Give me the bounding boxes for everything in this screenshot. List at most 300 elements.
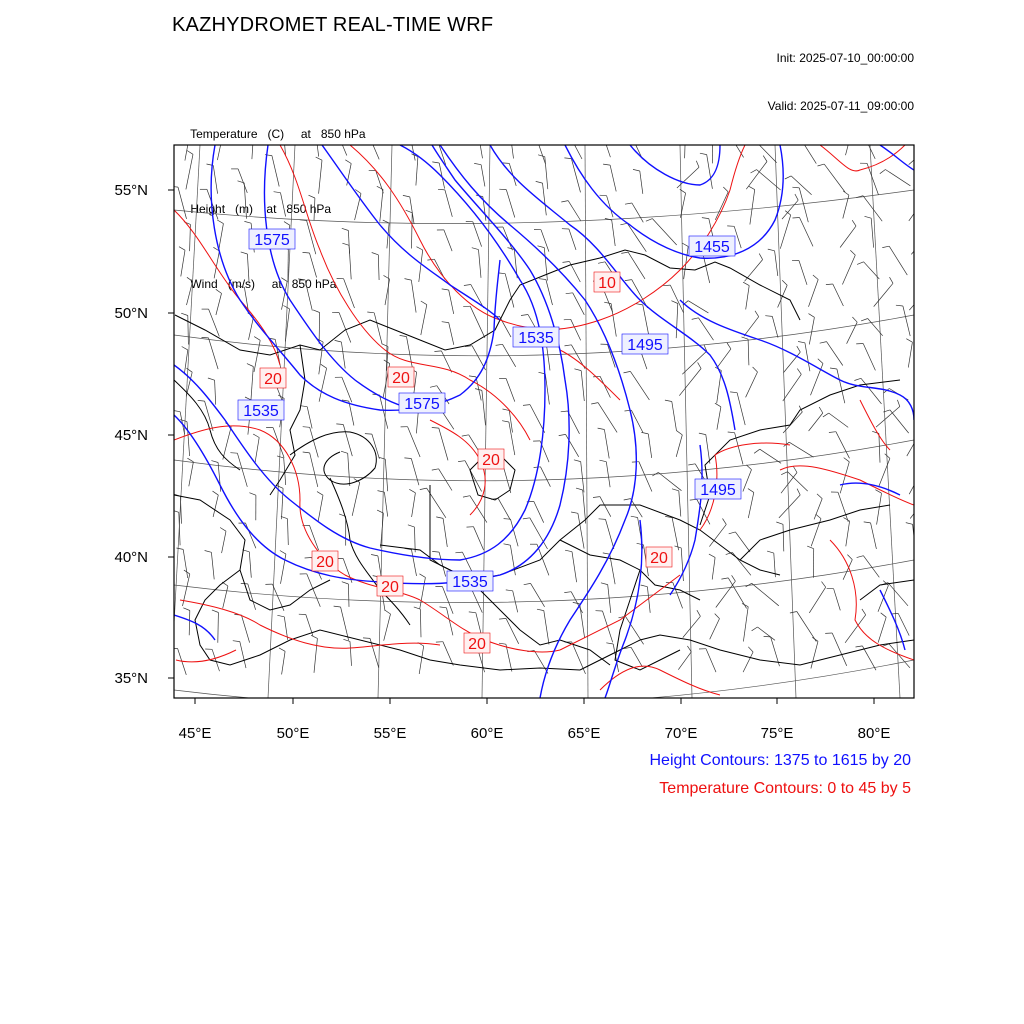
- height-contour-legend: Height Contours: 1375 to 1615 by 20: [649, 752, 911, 769]
- wind-barb-feather: [432, 551, 439, 552]
- wind-barb-feather: [281, 278, 287, 282]
- wind-barb: [706, 649, 716, 672]
- wind-barb: [482, 390, 486, 425]
- wind-barb-feather: [767, 551, 774, 553]
- wind-barb: [783, 412, 802, 433]
- wind-barb-feather: [818, 164, 825, 166]
- wind-barb-feather: [690, 499, 697, 500]
- wind-barb: [416, 157, 418, 186]
- wind-barb-feather: [925, 228, 928, 234]
- wind-barb-feather: [442, 289, 449, 290]
- wind-barb-feather: [797, 489, 800, 495]
- wind-barb: [779, 495, 800, 518]
- valid-time: Valid: 2025-07-11_09:00:00: [767, 99, 914, 113]
- wind-barb-feather: [641, 585, 648, 587]
- wind-barb: [415, 527, 416, 552]
- wind-barb: [878, 617, 886, 642]
- wind-barb-feather: [336, 424, 343, 425]
- wind-barb: [885, 170, 910, 186]
- wind-barb-feather: [563, 262, 570, 263]
- temperature-contour-label: [388, 367, 414, 387]
- wind-barb: [847, 322, 858, 344]
- wind-barb-feather: [534, 467, 541, 468]
- wind-barb-feather: [816, 514, 821, 519]
- wind-barb: [879, 434, 880, 463]
- wind-barb: [189, 462, 194, 487]
- wind-barb: [706, 435, 710, 464]
- wind-barb: [541, 230, 549, 252]
- wind-barb-feather: [311, 635, 317, 638]
- wind-barb-feather: [365, 434, 372, 435]
- wind-barb-feather: [625, 203, 632, 204]
- svg-text:1455: 1455: [694, 239, 730, 256]
- wind-barb: [310, 427, 319, 457]
- wind-barb-feather: [523, 518, 530, 519]
- wind-barb-feather: [279, 648, 285, 651]
- wind-barb-feather: [576, 488, 583, 490]
- wind-barb: [427, 488, 446, 518]
- wind-barb: [679, 369, 701, 396]
- wind-barb: [809, 280, 819, 307]
- wind-barb-feather: [216, 289, 222, 293]
- wind-barb: [717, 407, 721, 430]
- wind-barb-feather: [241, 252, 248, 254]
- wind-barb: [871, 218, 873, 247]
- wind-barb-feather: [847, 125, 853, 129]
- wind-barb-feather: [404, 458, 411, 459]
- wind-barb: [843, 560, 852, 580]
- wind-barb: [743, 652, 753, 672]
- wind-barb-feather: [682, 243, 688, 246]
- wind-barb-feather: [765, 316, 772, 317]
- wind-barb-feather: [238, 286, 245, 287]
- wind-barb: [672, 518, 679, 551]
- lon-label: 50°E: [276, 725, 310, 742]
- wind-barb-feather: [755, 311, 759, 317]
- wind-barb-feather: [698, 362, 702, 368]
- wind-barb: [534, 651, 548, 674]
- wind-barb-feather: [371, 555, 378, 556]
- wind-barb: [876, 407, 900, 428]
- wind-barb: [750, 190, 755, 225]
- wind-barb: [188, 316, 189, 345]
- lon-label: 60°E: [470, 725, 504, 742]
- wind-barb: [439, 552, 446, 576]
- wind-barb-feather: [283, 306, 289, 309]
- wind-barb-feather: [538, 155, 545, 157]
- wind-barb-feather: [244, 221, 251, 223]
- wind-barb: [378, 255, 379, 280]
- wind-barb: [348, 453, 350, 486]
- wind-barb: [318, 495, 323, 521]
- svg-text:20: 20: [264, 371, 282, 388]
- wind-barb: [581, 462, 584, 493]
- wind-barb: [419, 250, 423, 282]
- wind-barb: [376, 171, 384, 194]
- wind-barb: [707, 155, 713, 189]
- wind-barb-feather: [896, 305, 903, 306]
- wind-barb-feather: [917, 466, 922, 471]
- wind-barb-feather: [300, 406, 307, 407]
- wind-barb-feather: [600, 460, 607, 462]
- svg-text:20: 20: [381, 579, 399, 596]
- wind-barb-feather: [537, 609, 544, 610]
- wind-barb-feather: [559, 434, 566, 435]
- wind-barb-feather: [665, 400, 672, 401]
- height-contour-label: [399, 393, 445, 413]
- wind-barb-feather: [646, 219, 653, 222]
- height-contour-label: [249, 229, 295, 249]
- wind-barb-feather: [462, 435, 469, 436]
- wind-barb-feather: [564, 319, 571, 320]
- wind-barb-feather: [277, 486, 283, 489]
- svg-text:1575: 1575: [404, 396, 440, 413]
- wind-barb-feather: [882, 246, 889, 247]
- wind-barb-feather: [254, 337, 260, 341]
- wind-barb: [503, 227, 512, 250]
- wind-barb: [481, 165, 485, 187]
- wind-barb: [874, 283, 893, 306]
- wind-barb: [247, 254, 249, 283]
- wind-barb: [631, 647, 642, 667]
- wind-barb-feather: [715, 614, 720, 619]
- wind-barb: [506, 379, 515, 402]
- wind-barb: [513, 591, 518, 613]
- wind-barb-feather: [798, 342, 805, 343]
- wind-barb: [314, 638, 317, 672]
- wind-barb: [909, 195, 928, 221]
- wind-barb-feather: [341, 451, 348, 453]
- wind-barb-feather: [405, 279, 412, 281]
- wind-barb: [627, 223, 646, 251]
- wind-barb-feather: [277, 129, 284, 131]
- wind-barb: [571, 159, 580, 193]
- wind-barb-feather: [603, 164, 610, 165]
- wind-barb-feather: [363, 638, 370, 639]
- wind-barb-feather: [455, 552, 462, 553]
- wind-barb-feather: [748, 647, 753, 652]
- wind-barb-feather: [621, 252, 628, 253]
- wind-barb: [445, 190, 452, 217]
- wind-barb-feather: [180, 420, 187, 422]
- wind-barb: [789, 442, 813, 457]
- wind-barb: [606, 462, 610, 488]
- country-borders: [174, 250, 914, 670]
- wind-barb-feather: [624, 499, 631, 500]
- wind-barb-feather: [601, 583, 608, 585]
- wind-barb-feather: [247, 364, 253, 367]
- svg-text:1535: 1535: [452, 574, 488, 591]
- wind-barb: [569, 229, 576, 250]
- wind-barb: [809, 587, 825, 613]
- wind-barb-feather: [776, 522, 783, 524]
- wind-barb-feather: [372, 253, 379, 255]
- wind-barb-feather: [730, 392, 737, 393]
- wind-barb-feather: [440, 607, 447, 608]
- wind-barb: [420, 577, 426, 609]
- wind-barb: [752, 583, 779, 606]
- wind-barb-feather: [807, 546, 814, 549]
- wind-barb: [534, 501, 544, 522]
- wind-barb: [827, 342, 843, 366]
- wind-barb-feather: [732, 575, 736, 581]
- wind-barb: [889, 246, 907, 275]
- wind-barb-feather: [305, 558, 312, 559]
- wind-barb-feather: [724, 137, 731, 138]
- wind-barb: [252, 126, 254, 159]
- wind-barb-feather: [277, 615, 284, 617]
- wind-barb: [384, 614, 391, 641]
- wind-barb-feather: [464, 285, 471, 286]
- wind-barb-feather: [743, 282, 749, 285]
- wind-barb-feather: [184, 132, 190, 136]
- wind-barb: [800, 218, 814, 247]
- wind-barb: [788, 472, 808, 491]
- wind-barb-feather: [298, 279, 305, 280]
- wind-barb-feather: [861, 319, 868, 321]
- wind-barb: [631, 499, 643, 518]
- wind-barb: [255, 438, 259, 463]
- wind-barb-feather: [751, 170, 757, 173]
- wind-barb: [282, 651, 286, 674]
- wind-barb-feather: [565, 345, 572, 346]
- wind-barb-feather: [822, 582, 826, 588]
- wind-barb: [878, 585, 888, 611]
- wind-barb-feather: [633, 169, 640, 171]
- wind-barb: [683, 616, 701, 637]
- wind-barb-feather: [176, 548, 183, 549]
- wind-barb-feather: [636, 304, 643, 305]
- wind-barb: [648, 434, 651, 458]
- lon-label: 70°E: [664, 725, 698, 742]
- wind-barb-feather: [566, 293, 573, 294]
- wind-barb: [783, 524, 784, 551]
- wind-barb-feather: [502, 163, 509, 164]
- temperature-contour-label: [646, 547, 672, 567]
- height-contour-label: [513, 327, 559, 347]
- wind-barb: [888, 583, 908, 606]
- wind-barb: [412, 493, 416, 517]
- wind-barb: [833, 284, 844, 306]
- wind-barb-feather: [598, 262, 605, 264]
- wind-barb: [583, 490, 586, 524]
- wind-barb: [215, 380, 216, 404]
- wind-barb-feather: [432, 469, 439, 470]
- wind-barb: [846, 521, 850, 546]
- wind-barb-feather: [752, 627, 758, 631]
- wind-barb-feather: [926, 281, 929, 287]
- wind-barb-feather: [308, 126, 315, 128]
- height-contour-label: [695, 479, 741, 499]
- wind-barb-feather: [829, 432, 836, 433]
- wind-barb-feather: [820, 342, 827, 344]
- wind-barb: [863, 344, 875, 371]
- wind-barb-feather: [591, 403, 598, 404]
- wind-barb: [606, 519, 614, 549]
- wind-barb: [223, 586, 228, 608]
- wind-barb: [915, 554, 938, 576]
- wind-barb-feather: [502, 122, 509, 124]
- wind-barb: [580, 604, 585, 638]
- wind-barb: [439, 428, 448, 460]
- wind-barb-feather: [606, 643, 613, 644]
- lat-label: 40°N: [114, 549, 148, 566]
- wind-barb: [412, 550, 417, 576]
- wind-barb: [281, 193, 286, 217]
- wind-barb-feather: [709, 554, 715, 557]
- wind-barb: [811, 641, 818, 668]
- wind-barb-feather: [274, 192, 281, 193]
- wind-barb-feather: [474, 163, 481, 164]
- wind-barb-feather: [702, 218, 709, 219]
- wind-barb: [737, 393, 745, 425]
- wind-barb: [385, 459, 387, 491]
- wind-barb: [213, 495, 218, 517]
- wind-barb: [333, 123, 347, 156]
- wind-barb: [222, 531, 226, 553]
- wind-barb-feather: [219, 123, 225, 127]
- wind-barb-feather: [729, 532, 736, 534]
- wind-barb-feather: [406, 210, 413, 213]
- wind-barb-feather: [843, 191, 849, 195]
- wind-barb-feather: [342, 228, 349, 230]
- wind-barb-feather: [498, 273, 505, 274]
- lon-label: 55°E: [373, 725, 407, 742]
- wind-barb: [314, 198, 315, 220]
- wind-barb-feather: [172, 510, 179, 512]
- wind-barb: [829, 413, 848, 427]
- temperature-contour-label: [377, 576, 403, 596]
- wind-barb: [672, 402, 677, 431]
- wind-barb: [907, 436, 918, 456]
- wind-barb: [185, 136, 190, 161]
- wind-barb: [310, 453, 318, 487]
- wind-barb: [643, 305, 649, 335]
- wind-barb: [407, 337, 413, 368]
- wind-barb: [216, 293, 222, 315]
- height-contour-label: [238, 400, 284, 420]
- wind-barb-feather: [434, 351, 441, 352]
- wind-barb-feather: [671, 301, 677, 304]
- wind-barb: [470, 306, 485, 338]
- wind-barb: [781, 473, 797, 494]
- wind-barb: [640, 171, 643, 194]
- wind-barb-feather: [574, 460, 581, 462]
- wind-barb: [805, 343, 810, 371]
- wind-barb-feather: [400, 335, 407, 336]
- wind-barb-feather: [561, 132, 568, 133]
- wind-barb-feather: [187, 151, 193, 155]
- wind-barb-feather: [721, 578, 728, 579]
- wind-barb-feather: [345, 160, 351, 164]
- wind-barb: [834, 589, 841, 611]
- wind-barb: [181, 250, 185, 276]
- wind-barb-feather: [830, 368, 837, 369]
- init-time: Init: 2025-07-10_00:00:00: [776, 51, 914, 65]
- wind-barb-feather: [700, 153, 707, 154]
- wind-barb-feather: [847, 555, 852, 560]
- wind-barb: [673, 583, 683, 609]
- wind-barb: [909, 287, 929, 310]
- wind-barb: [219, 224, 224, 251]
- wind-barb-feather: [469, 612, 476, 613]
- wind-barb: [223, 427, 231, 460]
- wind-barb: [530, 405, 545, 433]
- wind-barb: [600, 376, 610, 397]
- wind-barb-feather: [343, 639, 350, 641]
- wind-barb: [608, 585, 611, 613]
- lon-label: 45°E: [178, 725, 212, 742]
- wind-barb-feather: [754, 449, 760, 453]
- wind-barb-feather: [812, 637, 818, 641]
- wind-barb-feather: [303, 427, 310, 428]
- wind-barb-feather: [785, 176, 791, 179]
- wind-barb: [384, 492, 387, 516]
- wind-barb: [474, 527, 484, 550]
- lon-label: 65°E: [567, 725, 601, 742]
- wind-barb-feather: [385, 610, 391, 614]
- wind-barb-feather: [309, 195, 315, 198]
- wind-barb-feather: [403, 195, 410, 197]
- wind-barb: [315, 128, 319, 157]
- wind-barb: [846, 129, 853, 155]
- wind-barb: [339, 313, 351, 343]
- wind-barb: [189, 611, 190, 636]
- wind-barb: [420, 609, 421, 637]
- wind-barb: [444, 230, 452, 251]
- wind-barb: [758, 627, 776, 640]
- wind-barb: [288, 519, 289, 545]
- wind-barb-feather: [419, 574, 425, 578]
- wind-barb: [571, 319, 581, 340]
- wind-barb: [218, 463, 221, 492]
- wind-barb: [412, 213, 413, 249]
- wind-barb: [743, 470, 752, 492]
- height-contour-label: [622, 334, 668, 354]
- svg-text:20: 20: [650, 550, 668, 567]
- wind-barb-feather: [538, 246, 545, 248]
- wind-barb: [537, 140, 545, 164]
- wind-barb-feather: [521, 315, 528, 316]
- wind-barb: [670, 285, 683, 312]
- wind-barb-feather: [844, 458, 850, 462]
- wind-barb: [728, 578, 746, 609]
- wind-barb: [307, 574, 321, 607]
- wind-barb-feather: [303, 252, 310, 253]
- wind-barb: [449, 323, 454, 345]
- wind-barb-feather: [768, 249, 775, 251]
- wind-barb-feather: [631, 516, 638, 517]
- wind-barb-feather: [857, 262, 864, 265]
- wind-barb-feather: [688, 464, 695, 465]
- wind-barb-feather: [573, 602, 580, 604]
- wind-barb-feather: [463, 496, 470, 497]
- wind-barb-feather: [220, 528, 226, 532]
- wind-barb-feather: [641, 432, 648, 434]
- wind-barb: [863, 196, 882, 222]
- wind-barb-feather: [561, 201, 568, 202]
- wind-barb-feather: [571, 512, 578, 513]
- lon-label: 80°E: [857, 725, 891, 742]
- wind-barb-feather: [728, 432, 735, 433]
- wind-barb-feather: [727, 343, 731, 349]
- wind-barb: [545, 374, 549, 405]
- height-contour-label: [447, 571, 493, 591]
- wind-barb-feather: [421, 301, 427, 305]
- wind-barb-feather: [599, 519, 606, 520]
- wind-barb: [685, 129, 686, 158]
- wind-barb: [809, 317, 814, 344]
